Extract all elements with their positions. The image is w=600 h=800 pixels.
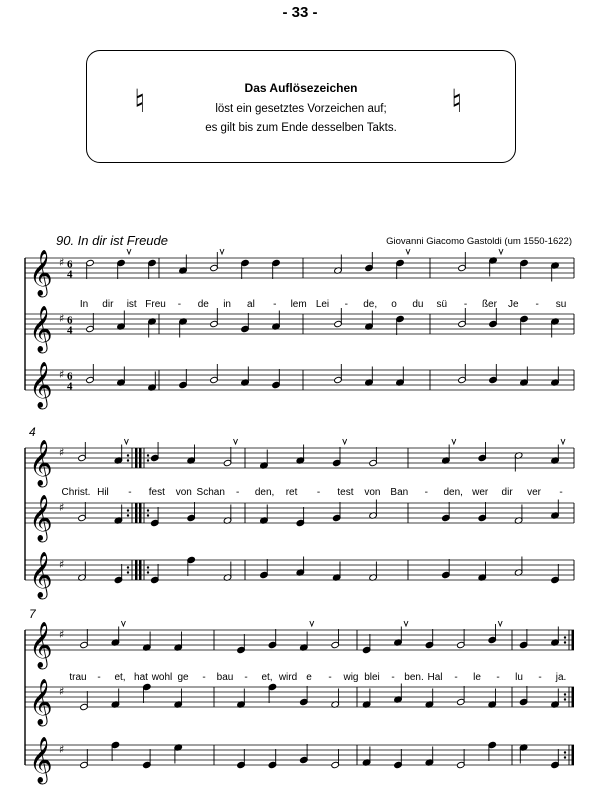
sharp-icon: ♯: [59, 368, 65, 381]
lyric-syllable: ver: [527, 487, 542, 498]
repeat-dot: [147, 571, 149, 573]
lyric-syllable: -: [535, 299, 539, 310]
lyric-syllable: -: [559, 487, 563, 498]
lyric-syllable: su: [555, 299, 567, 310]
repeat-dot: [147, 459, 149, 461]
lyric-syllable: Schan: [196, 487, 225, 498]
time-signature-bottom: 4: [67, 380, 73, 393]
time-signature-top: 6: [67, 258, 73, 271]
info-box-text-line: es gilt bis zum Ende desselben Takts.: [205, 122, 397, 134]
repeat-dot: [147, 514, 149, 516]
lyric-syllable: Hil: [97, 487, 109, 498]
lyric-syllable: -: [328, 672, 332, 683]
staff: [25, 495, 574, 543]
time-signature-bottom: 4: [67, 324, 73, 337]
breath-mark-icon: [561, 439, 565, 444]
lyric-syllable: ge: [177, 672, 189, 683]
breath-mark-icon: [121, 621, 125, 626]
music-system: [25, 607, 574, 785]
lyric-syllable: ret: [285, 487, 298, 498]
breath-mark-icon: [234, 439, 238, 444]
breath-mark-icon: [406, 249, 410, 254]
repeat-dot: [564, 636, 566, 638]
sharp-icon: ♯: [59, 312, 65, 325]
breath-mark-icon: [452, 439, 456, 444]
lyric-syllable: In: [79, 299, 89, 310]
bar-line: [139, 560, 142, 580]
time-signature-top: 6: [67, 314, 73, 327]
lyric-syllable: den,: [443, 487, 463, 498]
lyric-syllable: lu: [515, 672, 523, 683]
treble-clef-icon: 𝄞: [29, 495, 53, 541]
lyric-syllable: de: [197, 299, 209, 310]
lyric-syllable: e: [306, 672, 312, 683]
lyric-syllable: -: [463, 299, 468, 310]
lyric-syllable: -: [235, 487, 240, 498]
lyric-syllable: Lei: [315, 299, 330, 310]
lyric-syllable: -: [538, 672, 542, 683]
staff: [25, 362, 574, 410]
bar-line: [135, 503, 138, 523]
staff: [25, 552, 574, 600]
repeat-dot: [564, 641, 566, 643]
treble-clef-icon: 𝄞: [29, 440, 53, 486]
lyric-syllable: ist: [126, 299, 137, 310]
treble-clef-icon: 𝄞: [29, 250, 53, 296]
lyric-syllable: ben.: [404, 672, 424, 683]
sharp-icon: ♯: [59, 501, 65, 514]
music-system: [25, 249, 574, 410]
treble-clef-icon: 𝄞: [29, 679, 53, 725]
lyric-syllable: de,: [363, 299, 378, 310]
repeat-dot: [147, 454, 149, 456]
lyric-syllable: von: [364, 487, 381, 498]
sharp-icon: ♯: [59, 558, 65, 571]
bar-line: [572, 687, 575, 707]
repeat-dot: [127, 459, 129, 461]
lyric-syllable: dir: [501, 487, 513, 498]
lyric-syllable: Je: [508, 299, 519, 310]
measure-number: 7: [29, 607, 36, 621]
lyric-syllable: o: [391, 299, 397, 310]
lyric-syllable: -: [424, 487, 428, 498]
lyric-syllable: -: [316, 487, 321, 498]
lyric-syllable: Freu: [145, 299, 166, 310]
breath-mark-icon: [499, 249, 503, 254]
lyric-syllable: Hal: [427, 672, 443, 683]
lyric-syllable: -: [177, 299, 182, 310]
lyric-syllable: ja.: [555, 672, 567, 683]
sharp-icon: ♯: [59, 446, 65, 459]
lyric-syllable: fest: [148, 487, 165, 498]
music-system: [25, 425, 574, 600]
sharp-icon: ♯: [59, 628, 65, 641]
staff: [25, 306, 574, 354]
repeat-dot: [127, 454, 129, 456]
staff: [25, 737, 574, 785]
bar-line: [139, 503, 142, 523]
staff: [25, 679, 574, 727]
lyric-syllable: den,: [254, 487, 275, 498]
treble-clef-icon: 𝄞: [29, 737, 53, 783]
lyric-syllable: wig: [343, 672, 359, 683]
repeat-dot: [564, 698, 566, 700]
treble-clef-icon: 𝄞: [29, 306, 53, 352]
treble-clef-icon: 𝄞: [29, 622, 53, 668]
lyric-syllable: -: [391, 672, 395, 683]
breath-mark-icon: [220, 249, 224, 254]
staff: [25, 249, 574, 298]
bar-line: [135, 560, 138, 580]
lyric-syllable: hat: [134, 672, 148, 683]
bar-line: [572, 745, 575, 765]
lyric-syllable: -: [128, 487, 132, 498]
info-box-text-line: löst ein gesetztes Vorzeichen auf;: [215, 103, 387, 115]
lyric-syllable: test: [337, 487, 354, 498]
lyric-syllable: wohl: [151, 672, 173, 683]
lyric-syllable: -: [244, 672, 248, 683]
breath-mark-icon: [124, 439, 128, 444]
breath-mark-icon: [404, 621, 408, 626]
repeat-dot: [127, 514, 129, 516]
lyric-syllable: le: [473, 672, 481, 683]
lyric-syllable: al: [247, 299, 255, 310]
composer-credit: Giovanni Giacomo Gastoldi (um 1550-1622): [386, 236, 572, 247]
bar-line: [135, 448, 138, 468]
lyric-syllable: -: [202, 672, 206, 683]
lyric-syllable: dir: [102, 299, 114, 310]
sharp-icon: ♯: [59, 256, 65, 269]
lyric-syllable: et,: [114, 672, 126, 683]
lyric-syllable: -: [273, 299, 277, 310]
staff: [25, 439, 574, 488]
repeat-dot: [127, 566, 129, 568]
sharp-icon: ♯: [59, 685, 65, 698]
staff: [25, 621, 574, 670]
bar-line: [572, 630, 575, 650]
info-box-title: Das Auflösezeichen: [244, 81, 358, 95]
lyric-syllable: -: [344, 299, 349, 310]
breath-mark-icon: [127, 249, 131, 254]
breath-mark-icon: [343, 439, 347, 444]
time-signature-top: 6: [67, 370, 73, 383]
lyric-syllable: blei: [364, 672, 380, 683]
lyric-syllable: Christ.: [61, 487, 91, 498]
repeat-dot: [147, 566, 149, 568]
repeat-dot: [127, 571, 129, 573]
lyric-syllable: sü: [436, 299, 448, 310]
repeat-dot: [564, 751, 566, 753]
page-number: - 33 -: [282, 4, 318, 21]
repeat-dot: [564, 693, 566, 695]
breath-mark-icon: [310, 621, 314, 626]
natural-sign-icon: ♮: [451, 82, 463, 120]
sharp-icon: ♯: [59, 743, 65, 756]
repeat-dot: [147, 509, 149, 511]
song-title: 90. In dir ist Freude: [56, 233, 168, 248]
treble-clef-icon: 𝄞: [29, 552, 53, 598]
lyric-syllable: du: [412, 299, 424, 310]
lyric-syllable: wer: [472, 487, 489, 498]
breath-mark-icon: [498, 621, 502, 626]
lyric-syllable: -: [496, 672, 500, 683]
lyric-syllable: in: [223, 299, 231, 310]
lyric-syllable: wird: [278, 672, 298, 683]
measure-number: 4: [29, 425, 36, 439]
lyric-syllable: et,: [261, 672, 273, 683]
lyric-syllable: von: [175, 487, 192, 498]
lyric-syllable: -: [454, 672, 458, 683]
lyric-syllable: bau: [216, 672, 234, 683]
natural-sign-icon: ♮: [134, 82, 146, 120]
lyric-syllable: Ban: [390, 487, 409, 498]
lyric-syllable: lem: [290, 299, 307, 310]
time-signature-bottom: 4: [67, 268, 73, 281]
repeat-dot: [564, 756, 566, 758]
repeat-dot: [127, 509, 129, 511]
lyric-syllable: -: [97, 672, 101, 683]
treble-clef-icon: 𝄞: [29, 362, 53, 408]
lyric-syllable: ßer: [481, 299, 497, 310]
lyric-syllable: trau: [69, 672, 87, 683]
bar-line: [139, 448, 142, 468]
